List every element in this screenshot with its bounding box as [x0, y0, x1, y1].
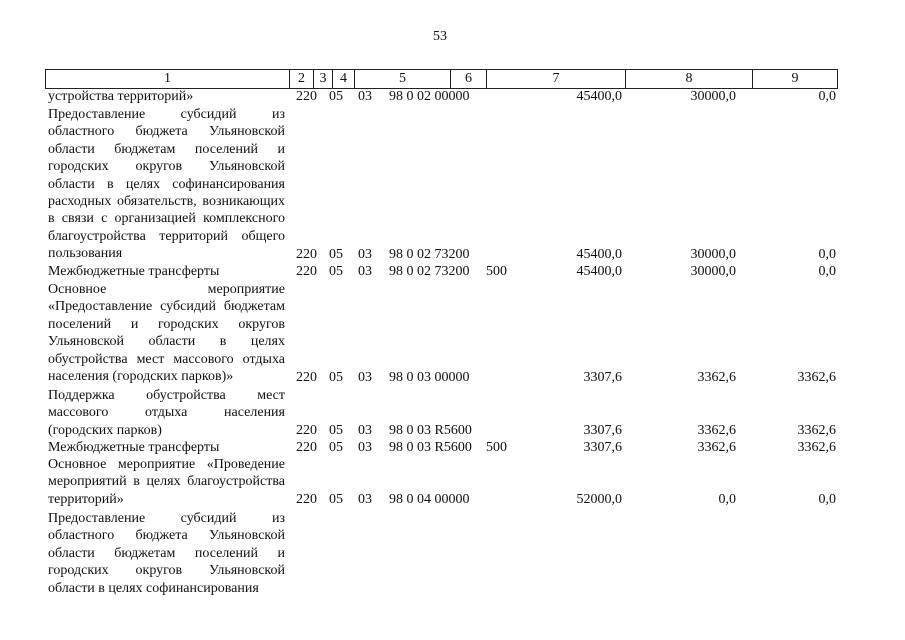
cell-col-8: 30000,0: [690, 264, 736, 279]
cell-col-7: 45400,0: [576, 247, 622, 262]
cell-col-9: 3362,6: [797, 423, 836, 438]
description-text: Основное мероприятие «Предоставление субсидий бюджетам поселений и городских округов Ульяновской области в целях обустройства мест массового отдыха населения (городских парков)»: [48, 282, 285, 385]
cell-col-3: 05: [329, 440, 343, 455]
header-col-5: 5: [354, 70, 450, 88]
cell-col-2: 220: [296, 264, 317, 279]
cell-col-3: 05: [329, 492, 343, 507]
header-col-6: 6: [450, 70, 486, 88]
cell-col-6: 500: [486, 440, 507, 455]
cell-col-3: 05: [329, 370, 343, 385]
cell-col-4: 03: [358, 247, 372, 262]
cell-col-5: 98 0 02 73200: [389, 264, 470, 279]
header-col-8: 8: [625, 70, 752, 88]
cell-col-3: 05: [329, 247, 343, 262]
description-text: Предоставление субсидий из областного бюджета Ульяновской области бюджетам поселений и городских округов Ульяновской области в целях софинансирования: [48, 511, 285, 596]
cell-col-5: 98 0 03 R5600: [389, 440, 472, 455]
header-col-4: 4: [332, 70, 354, 88]
cell-col-4: 03: [358, 440, 372, 455]
description-text: Предоставление субсидий из областного бюджета Ульяновской области бюджетам поселений и городских округов Ульяновской области в целях софинансирования расходных обязательств, возникающих в связи с организацией комплексного благоустройства территорий общего пользования: [48, 107, 285, 262]
cell-col-7: 3307,6: [583, 370, 622, 385]
cell-col-9: 3362,6: [797, 440, 836, 455]
cell-col-8: 3362,6: [697, 370, 736, 385]
cell-col-9: 3362,6: [797, 370, 836, 385]
cell-col-8: 30000,0: [690, 89, 736, 104]
cell-col-9: 0,0: [818, 89, 836, 104]
description-text: Межбюджетные трансферты: [48, 264, 220, 279]
cell-col-7: 45400,0: [576, 264, 622, 279]
cell-col-2: 220: [296, 370, 317, 385]
header-col-2: 2: [289, 70, 313, 88]
cell-col-9: 0,0: [818, 264, 836, 279]
header-col-7: 7: [486, 70, 625, 88]
cell-col-8: 30000,0: [690, 247, 736, 262]
cell-col-7: 45400,0: [576, 89, 622, 104]
cell-col-4: 03: [358, 89, 372, 104]
cell-col-3: 05: [329, 423, 343, 438]
cell-col-5: 98 0 03 R5600: [389, 423, 472, 438]
cell-col-2: 220: [296, 247, 317, 262]
cell-col-7: 3307,6: [583, 440, 622, 455]
page-number: 53: [433, 29, 447, 44]
cell-col-7: 52000,0: [576, 492, 622, 507]
cell-col-7: 3307,6: [583, 423, 622, 438]
cell-col-5: 98 0 02 73200: [389, 247, 470, 262]
cell-col-4: 03: [358, 423, 372, 438]
cell-col-5: 98 0 03 00000: [389, 370, 470, 385]
cell-col-2: 220: [296, 423, 317, 438]
cell-col-2: 220: [296, 492, 317, 507]
cell-col-4: 03: [358, 264, 372, 279]
description-text: Межбюджетные трансферты: [48, 440, 220, 455]
cell-col-8: 0,0: [718, 492, 736, 507]
description-text: устройства территорий»: [48, 89, 194, 104]
cell-col-4: 03: [358, 492, 372, 507]
header-col-3: 3: [313, 70, 332, 88]
cell-col-2: 220: [296, 440, 317, 455]
cell-col-5: 98 0 02 00000: [389, 89, 470, 104]
cell-col-5: 98 0 04 00000: [389, 492, 470, 507]
description-text: Основное мероприятие «Проведение мероприятий в целях благоустройства территорий»: [48, 457, 285, 507]
table-header: [45, 69, 838, 89]
description-text: Поддержка обустройства мест массового отдыха населения (городских парков): [48, 388, 285, 438]
cell-col-3: 05: [329, 89, 343, 104]
cell-col-4: 03: [358, 370, 372, 385]
cell-col-8: 3362,6: [697, 440, 736, 455]
cell-col-3: 05: [329, 264, 343, 279]
header-col-9: 9: [752, 70, 837, 88]
header-col-1: 1: [164, 71, 171, 86]
cell-col-9: 0,0: [818, 492, 836, 507]
cell-col-8: 3362,6: [697, 423, 736, 438]
cell-col-9: 0,0: [818, 247, 836, 262]
cell-col-2: 220: [296, 89, 317, 104]
cell-col-6: 500: [486, 264, 507, 279]
